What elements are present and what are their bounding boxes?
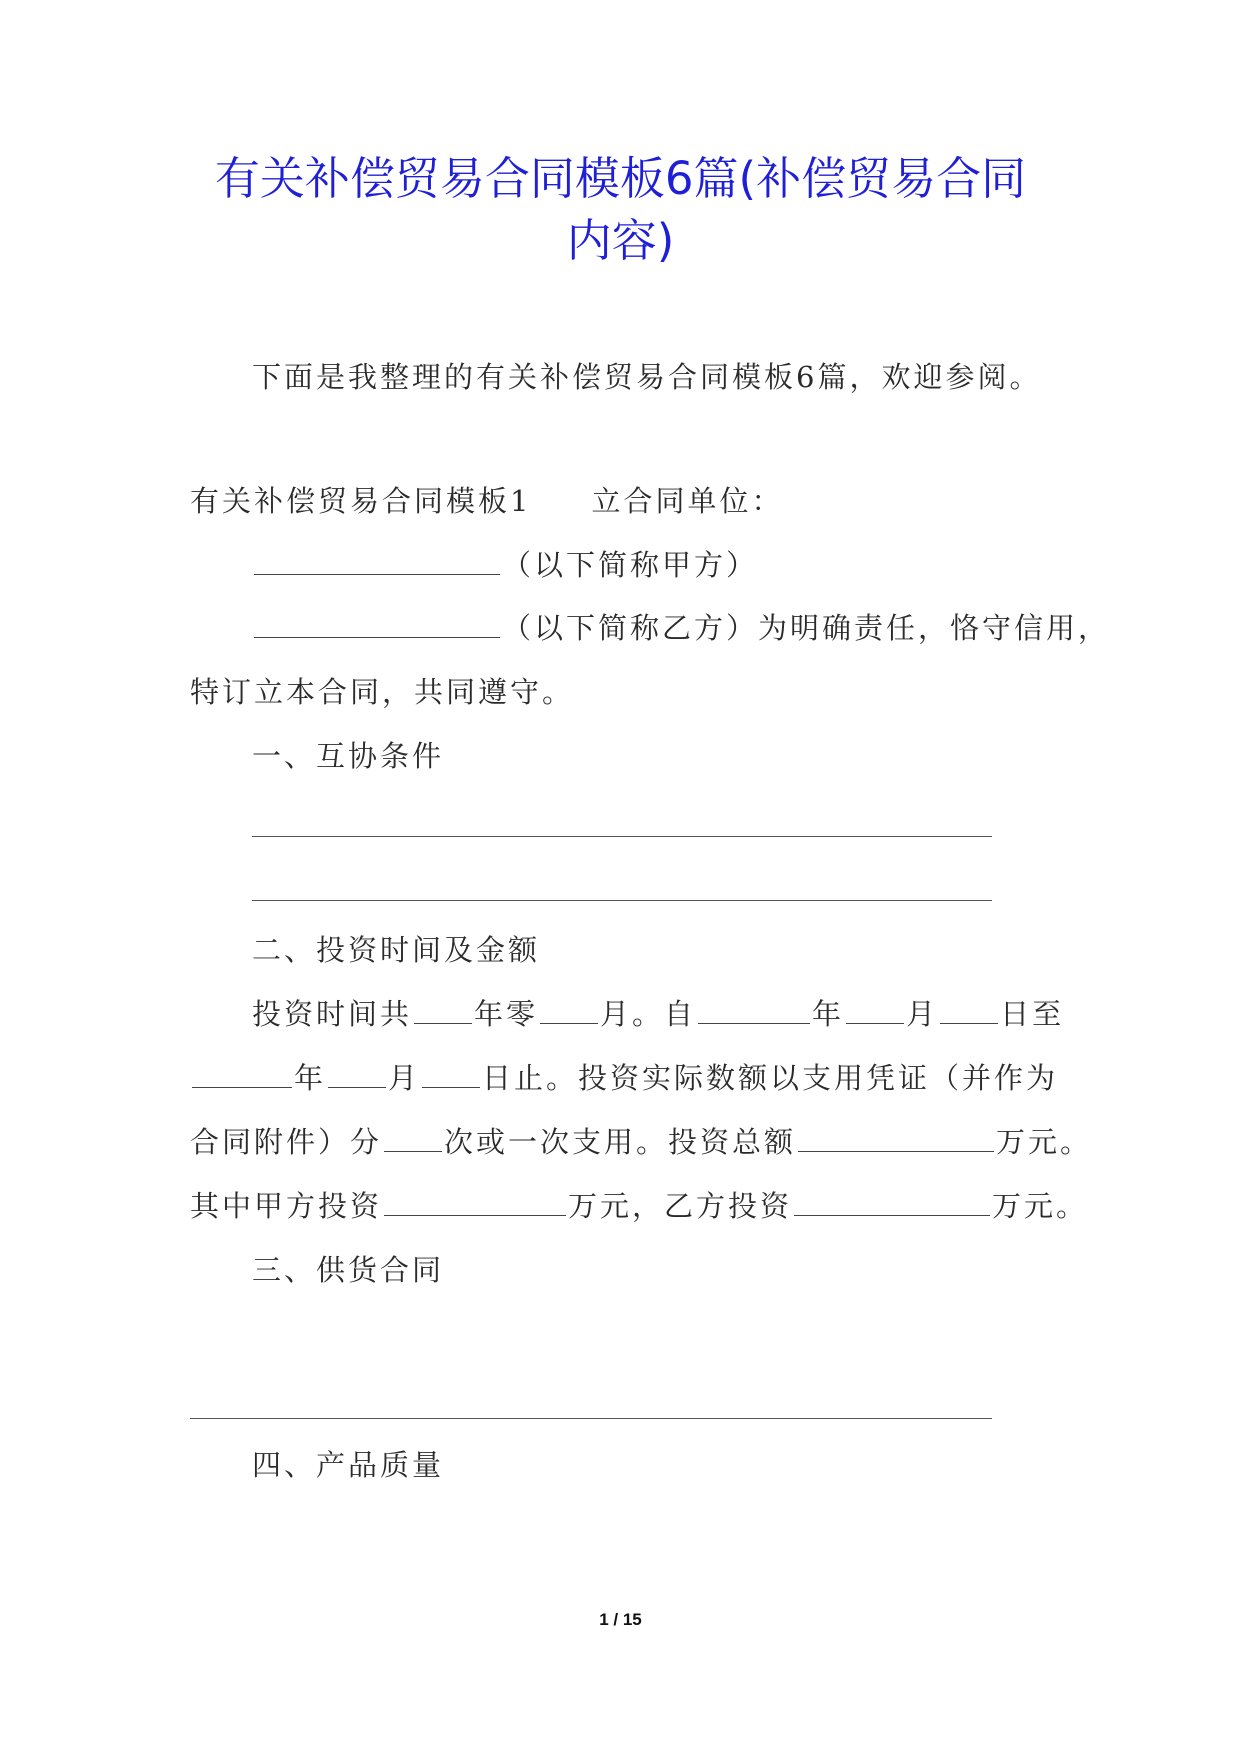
- document-title: [160, 148, 1081, 272]
- blank-end-month: [328, 1061, 386, 1088]
- party-b-blank: [254, 611, 500, 638]
- s2-text-o: 万元。: [992, 1189, 1089, 1223]
- s2-text-d: 年: [812, 997, 845, 1031]
- s2-text-c: 月。自: [600, 997, 697, 1031]
- section-2-paragraph-line-2: [190, 1058, 1070, 1098]
- section-2-heading: 二、投资时间及金额: [252, 933, 541, 967]
- section-2-paragraph-line-1: [252, 994, 1132, 1034]
- template-heading: 有关补偿贸易合同模板1: [190, 484, 532, 518]
- section-2-paragraph-line-3: [190, 1122, 1093, 1162]
- template-heading-line: [190, 481, 1070, 521]
- s2-text-l: 万元。: [996, 1125, 1093, 1159]
- intro-paragraph: 下面是我整理的有关补偿贸易合同模板6篇，欢迎参阅。: [252, 360, 1042, 394]
- page-number: 1 / 15: [599, 1610, 642, 1629]
- section-3-blank-line: [190, 1418, 992, 1419]
- party-label: 立合同单位：: [591, 484, 784, 518]
- section-1-blank-line-2: [252, 900, 992, 901]
- s2-text-a: 投资时间共: [252, 997, 413, 1031]
- title-line-1: 有关补偿贸易合同模板6篇(补偿贸易合同: [214, 152, 1027, 205]
- s2-text-f: 日至: [1000, 997, 1065, 1031]
- s2-text-g: 年: [294, 1061, 327, 1095]
- blank-start-year: [698, 997, 810, 1024]
- s2-text-h: 月: [388, 1061, 421, 1095]
- s2-text-k: 次或一次支用。投资总额: [444, 1125, 797, 1159]
- section-1-blank-line-1: [252, 836, 992, 837]
- party-b-line: [252, 608, 1132, 648]
- s2-text-n: 万元，乙方投资: [568, 1189, 793, 1223]
- party-a-line: [252, 545, 1132, 585]
- party-a-text: （以下简称甲方）: [502, 548, 759, 582]
- blank-end-day: [422, 1061, 480, 1088]
- s2-text-b: 年零: [474, 997, 539, 1031]
- blank-months: [540, 997, 598, 1024]
- section-1-heading: 一、互协条件: [252, 739, 445, 773]
- blank-end-year: [192, 1061, 292, 1088]
- s2-text-j: 合同附件）分: [190, 1125, 383, 1159]
- section-3-heading: 三、供货合同: [252, 1253, 445, 1287]
- party-b-text: （以下简称乙方）为明确责任，恪守信用，: [502, 611, 1111, 645]
- party-a-blank: [254, 548, 500, 575]
- blank-years: [414, 997, 472, 1024]
- blank-times: [384, 1125, 442, 1152]
- title-line-2: 内容): [566, 214, 675, 267]
- blank-start-month: [846, 997, 904, 1024]
- blank-party-a-investment: [384, 1189, 566, 1216]
- blank-party-b-investment: [794, 1189, 990, 1216]
- blank-start-day: [940, 997, 998, 1024]
- blank-total-investment: [798, 1125, 994, 1152]
- party-b-continuation: 特订立本合同，共同遵守。: [190, 675, 575, 709]
- section-4-heading: 四、产品质量: [252, 1448, 445, 1482]
- s2-text-m: 其中甲方投资: [190, 1189, 383, 1223]
- section-2-paragraph-line-4: [190, 1186, 1089, 1226]
- s2-text-e: 月: [906, 997, 939, 1031]
- s2-text-i: 日止。投资实际数额以支用凭证（并作为: [482, 1061, 1059, 1095]
